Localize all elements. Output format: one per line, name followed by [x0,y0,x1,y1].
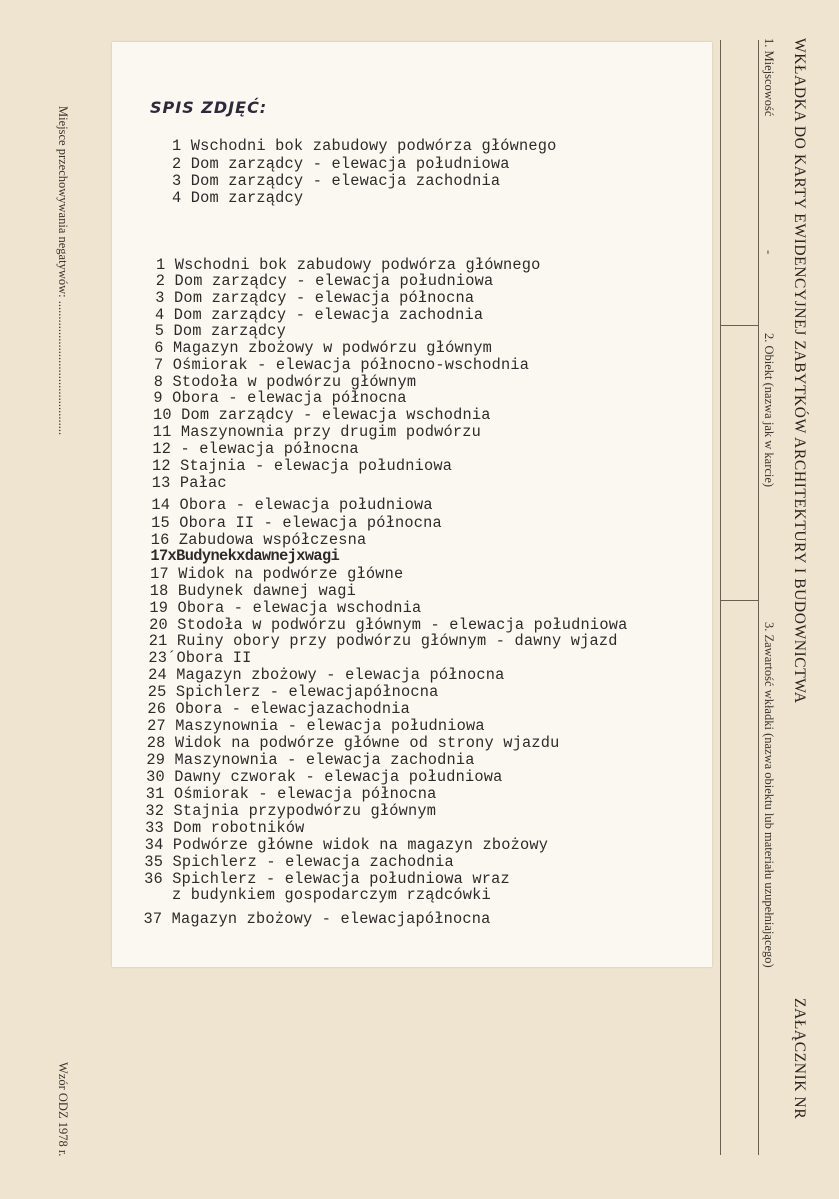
photo-list-item: 11 Maszynownia przy drugim podwórzu [152,423,481,441]
photo-list-item: 20 Stodoła w podwórzu głównym - elewacja południowa [149,616,628,634]
strip-divider-1 [720,325,758,326]
strip-border-left [720,40,721,1155]
photo-list-item: 14 Obora - elewacja południowa [151,496,433,514]
photo-list-item: 1 Wschodni bok zabudowy podwórza głównego [172,137,557,155]
form-template-label: Wzór ODZ 1978 r. [56,1062,70,1157]
photo-list-item: 7 Ośmiorak - elewacja północno-wschodnia [154,356,530,374]
photo-list-item: 1 Wschodni bok zabudowy podwórza głównego [156,256,541,274]
photo-list-item: 37 Magazyn zbożowy - elewacjapółnocna [143,910,491,928]
photo-list-item: 31 Ośmiorak - elewacja północna [145,785,437,803]
photo-list-item: 12 Stajnia - elewacja południowa [152,457,453,475]
photo-list-item: 18 Budynek dawnej wagi [149,582,357,600]
photo-list-item: 35 Spichlerz - elewacja zachodnia [144,853,454,871]
photo-list-item: 26 Obora - elewacjazachodnia [147,700,411,718]
photo-list-item: 30 Dawny czworak - elewacja południowa [146,768,503,786]
photo-list-item: 2 Dom zarządcy - elewacja południowa [172,155,510,173]
photo-list-item: 23´Obora II [148,649,252,667]
field-locality-label: 1. Miejscowość [762,38,776,117]
field-contents-label: 3. Zawartość wkładki (nazwa obiektu lub materiału uzupełniającego) [762,622,776,968]
photo-list-item: 2 Dom zarządcy - elewacja południowa [155,272,494,290]
photo-list-item: 28 Widok na podwórze główne od strony wjazdu [146,734,560,752]
form-title: WKŁADKA DO KARTY EWIDENCYJNEJ ZABYTKÓW ARCHITEKTURY I BUDOWNICTWA [791,38,808,704]
photo-list-item: 27 Maszynownia - elewacja południowa [147,717,485,735]
photo-list-item: 33 Dom robotników [145,819,305,837]
photo-list-item: 17 Widok na podwórze główne [150,565,404,583]
photo-list-heading: SPIS ZDJĘĆ: [150,98,268,117]
photo-list-item: 8 Stodoła w podwórzu głównym [153,373,417,391]
field-locality-dash: - [762,250,776,255]
photo-list-item: 12 - elewacja północna [152,440,359,458]
strip-divider-right [758,40,759,1155]
photo-list-item: 34 Podwórze główne widok na magazyn zbożowy [144,836,549,854]
photo-list-item: 32 Stajnia przypodwórzu głównym [145,802,437,820]
photo-list-item: 19 Obora - elewacja wschodnia [149,599,422,617]
photo-list-item: 3 Dom zarządcy - elewacja zachodnia [172,172,501,190]
photo-list-item: 9 Obora - elewacja północna [153,389,407,407]
photo-list-item: 13 Pałac [151,474,227,492]
photo-list-item: 3 Dom zarządcy - elewacja północna [155,289,475,307]
photo-list-item: 10 Dom zarządcy - elewacja wschodnia [153,406,491,424]
photo-list-item: z budynkiem gospodarczym rządcówki [172,886,491,904]
negatives-location-label: Miejsce przechowywania negatywów: ........................................... [56,106,70,436]
strip-divider-2 [720,600,758,601]
field-object-label: 2. Obiekt (nazwa jak w karcie) [762,333,776,488]
annex-label: ZAŁĄCZNIK NR [791,998,808,1120]
photo-list-item: 25 Spichlerz - elewacjapółnocna [147,683,439,701]
photo-list-item: 6 Magazyn zbożowy w podwórzu głównym [154,339,492,357]
photo-list-item: 24 Magazyn zbożowy - elewacja północna [148,666,505,684]
photo-list-item: 16 Zabudowa współczesna [150,531,367,549]
photo-list-item: 4 Dom zarządcy [172,189,304,207]
photo-list-item: 5 Dom zarządcy [154,322,287,340]
photo-list-item: 4 Dom zarządcy - elewacja zachodnia [155,306,484,324]
photo-list-item: 29 Maszynownia - elewacja zachodnia [146,751,475,769]
photo-list-item: 17xBudynekxdawnejxwagi [150,547,340,565]
photo-list-item: 21 Ruiny obory przy podwórzu głównym - dawny wjazd [148,632,618,650]
photo-list-item: 15 Obora II - elewacja północna [151,514,442,532]
photo-list-item: 36 Spichlerz - elewacja południowa wraz [144,870,510,888]
